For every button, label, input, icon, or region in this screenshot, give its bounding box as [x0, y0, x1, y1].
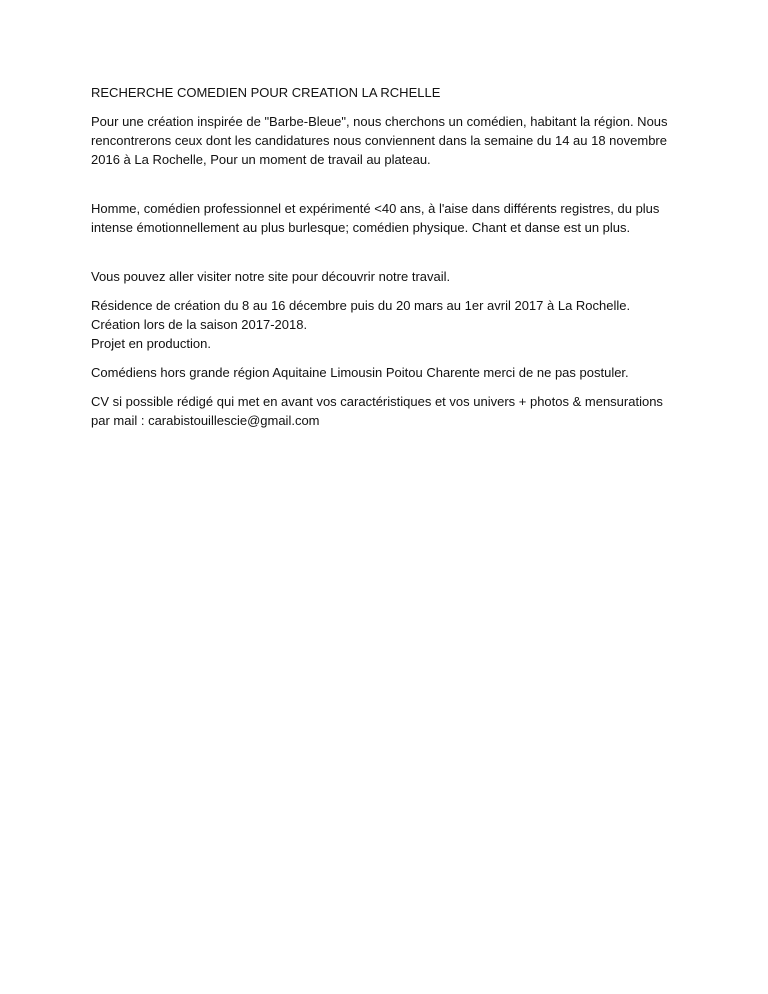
document-body [91, 83, 691, 430]
profile-line-2: intense émotionnellement au plus burlesque; comédien physique. Chant et danse est un plus. [91, 220, 631, 235]
document-title: RECHERCHE COMEDIEN POUR CREATION LA RCHELLE [91, 85, 441, 100]
profile-line-1: Homme, comédien professionnel et expérimenté <40 ans, à l'aise dans différents registres, du plus [91, 201, 660, 216]
intro-line-3: 2016 à La Rochelle, Pour un moment de travail au plateau. [91, 152, 431, 167]
region-paragraph [91, 363, 691, 382]
application-paragraph [91, 392, 691, 430]
residence-line-3: Projet en production. [91, 336, 211, 351]
spacer [91, 353, 691, 363]
intro-paragraph [91, 112, 691, 169]
spacer [91, 169, 691, 199]
application-line-2: par mail : carabistouillescie@gmail.com [91, 413, 320, 428]
spacer [91, 237, 691, 267]
residence-paragraph [91, 296, 691, 353]
website-note: Vous pouvez aller visiter notre site pour découvrir notre travail. [91, 269, 451, 284]
profile-paragraph [91, 199, 691, 237]
spacer [91, 382, 691, 392]
residence-line-2: Création lors de la saison 2017-2018. [91, 317, 308, 332]
region-note: Comédiens hors grande région Aquitaine Limousin Poitou Charente merci de ne pas postuler. [91, 365, 629, 380]
residence-line-1: Résidence de création du 8 au 16 décembre puis du 20 mars au 1er avril 2017 à La Rochelle. [91, 298, 631, 313]
intro-line-1: Pour une création inspirée de "Barbe-Bleue", nous cherchons un comédien, habitant la région. Nous [91, 114, 668, 129]
spacer [91, 286, 691, 296]
intro-line-2: rencontrerons ceux dont les candidatures nous conviennent dans la semaine du 14 au 18 novembre [91, 133, 667, 148]
website-paragraph [91, 267, 691, 286]
application-line-1: CV si possible rédigé qui met en avant vos caractéristiques et vos univers + photos & mensurations [91, 394, 663, 409]
